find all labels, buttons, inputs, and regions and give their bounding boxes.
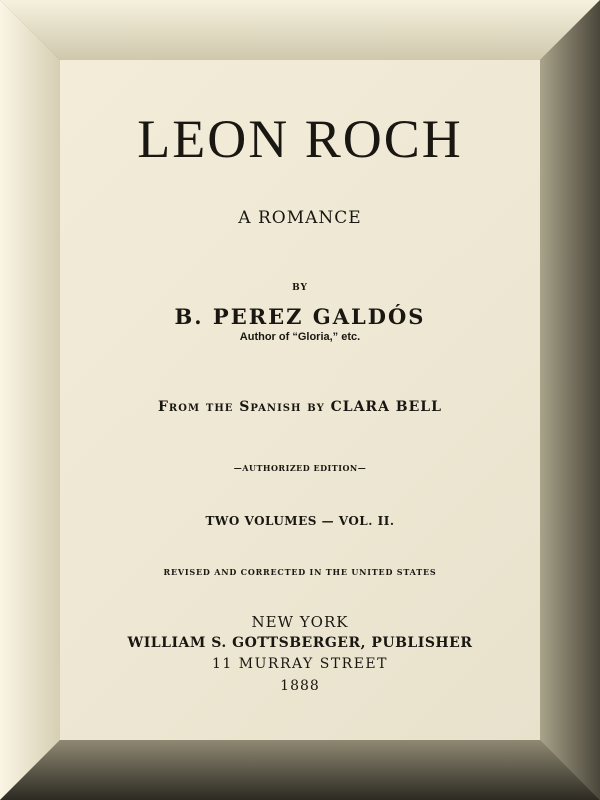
revision-note: REVISED AND CORRECTED IN THE UNITED STATES: [163, 567, 437, 577]
author-name: B. PEREZ GALDÓS: [174, 304, 426, 329]
bevel-bottom: [0, 740, 600, 800]
imprint-street: 11 MURRAY STREET: [212, 656, 388, 672]
imprint-city: NEW YORK: [251, 613, 349, 631]
book-title: LEON ROCH: [137, 109, 463, 169]
translator-credit: From the Spanish by CLARA BELL: [157, 399, 442, 415]
by-label: BY: [292, 283, 308, 293]
bevel-top: [0, 0, 600, 60]
book-subtitle: A ROMANCE: [238, 208, 362, 228]
imprint-publisher: WILLIAM S. GOTTSBERGER, PUBLISHER: [127, 635, 473, 651]
edition-note: —AUTHORIZED EDITION—: [233, 463, 367, 473]
imprint-year: 1888: [280, 678, 320, 694]
author-note: Author of “Gloria,” etc.: [239, 331, 361, 343]
volume-info: TWO VOLUMES — VOL. II.: [205, 514, 395, 528]
